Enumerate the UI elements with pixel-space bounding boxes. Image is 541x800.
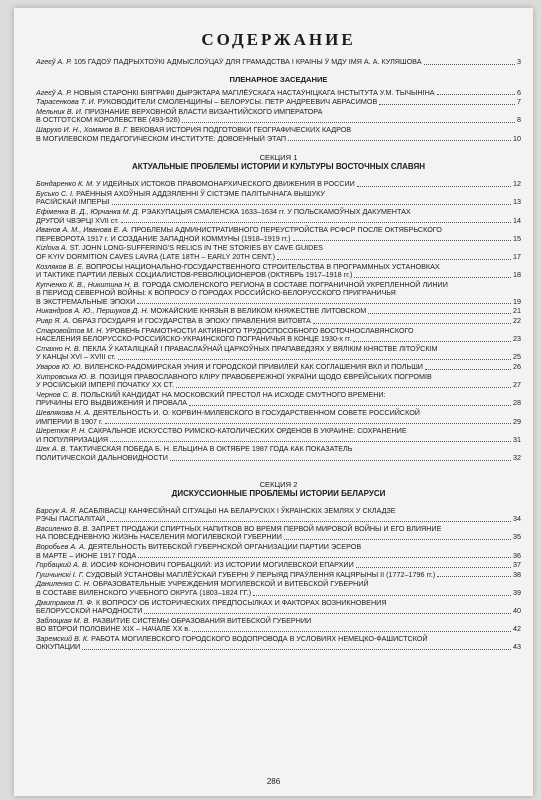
- toc-entry: [36, 317, 521, 326]
- dot-leader: [437, 576, 511, 577]
- entry-author: Даниленко С. Н.: [36, 579, 91, 589]
- entry-author: Чернов С. В.: [36, 389, 79, 399]
- toc-plenary: [36, 89, 521, 144]
- toc-entry: [36, 263, 521, 280]
- toc-entry: [36, 190, 521, 207]
- entry-title-line: МОЖАЙСКИЕ КНЯЗЬЯ В ВЕЛИКОМ КНЯЖЕСТВЕ ЛИТОВСКОМ: [150, 307, 367, 316]
- toc-section2: [36, 507, 521, 653]
- entry-title-line: ПОЛЬСКИЙ КАНДИДАТ НА МОСКОВСКИЙ ПРЕСТОЛ НА ИСХОДЕ СМУТНОГО ВРЕМЕНИ:: [80, 389, 386, 399]
- entry-title-line: ВОПРОСЫ НАЦИОНАЛЬНО-ГОСУДАРСТВЕННОГО СТРОИТЕЛЬСТВА В ПРОГРАММНЫХ УСТАНОВКАХ: [85, 261, 440, 271]
- dot-leader: [118, 359, 511, 360]
- entry-page: 26: [513, 362, 521, 372]
- dot-leader: [284, 539, 511, 540]
- entry-title-line: РАБОТА МОГИЛЕВСКОГО ГОРОДСКОГО ВОДОПРОВОДА В УСЛОВИЯХ НЕМЕЦКО-ФАШИСТСКОЙ: [91, 633, 428, 643]
- toc-entry: [36, 180, 521, 189]
- entry-title-line: OF KYIV DORMITION CAVES LAVRA (LATE 18TH – EARLY 20TH CENT.): [36, 252, 275, 261]
- entry-author: Тарасенкова Т. И.: [36, 98, 96, 107]
- dot-leader: [182, 122, 515, 123]
- dot-leader: [354, 277, 511, 278]
- dot-leader: [357, 186, 511, 187]
- entry-title-line: ПРИЧИНЫ ЕГО ВЫДВИЖЕНИЯ И ПРОВАЛА: [36, 399, 188, 408]
- toc-entry: [36, 98, 521, 107]
- entry-author: Хитровська Ю. В.: [36, 371, 98, 381]
- toc-section1: [36, 180, 521, 462]
- section2-title: ДИСКУССИОННЫЕ ПРОБЛЕМЫ ИСТОРИИ БЕЛАРУСИ: [171, 488, 386, 498]
- entry-page: 12: [513, 179, 521, 189]
- entry-page: 39: [513, 587, 521, 597]
- dot-leader: [424, 64, 515, 65]
- toc-entry: [36, 226, 521, 243]
- dot-leader: [110, 441, 511, 442]
- entry-page: 32: [513, 452, 521, 462]
- dot-leader: [192, 631, 511, 632]
- toc-entry: [36, 599, 521, 616]
- entry-title-line: ДЕЯТЕЛЬНОСТЬ ВИТЕБСКОЙ ГУБЕРНСКОЙ ОРГАНИЗАЦИИ ПАРТИИ ЭСЕРОВ: [87, 541, 362, 551]
- entry-page: 18: [513, 270, 521, 280]
- entry-title-line: И ТАКТИКЕ ПАРТИИ ЛЕВЫХ СОЦИАЛИСТОВ-РЕВОЛЮЦИОНЕРОВ (ОКТЯБРЬ 1917–1918 гг.): [36, 271, 353, 280]
- toc-entry: [36, 363, 521, 372]
- toc-entry: [36, 543, 521, 560]
- entry-title-line: ГОРОДА СМОЛЕНСКОГО РЕГИОНА В СОСТАВЕ ПОГРАНИЧНОЙ УКРЕПЛЕННОЙ ЛИНИИ: [142, 279, 448, 289]
- section2-label: СЕКЦИЯ 2: [259, 479, 298, 489]
- dot-leader: [425, 369, 511, 370]
- toc-entry: [36, 525, 521, 542]
- toc-entry: [36, 208, 521, 225]
- dot-leader: [368, 313, 511, 314]
- entry-page: 27: [513, 380, 521, 390]
- toc-intro: [36, 58, 521, 67]
- dot-leader: [277, 259, 511, 260]
- entry-title-line: ОБРАЗ ГОСУДАРЯ И ГОСУДАРСТВА В ЭПОХУ ПРАВЛЕНИЯ ВИТОВТА: [72, 317, 311, 326]
- entry-title-line: В ПЕРИОД СЕВЕРНОЙ ВОЙНЫ: К ВОПРОСУ О ГОРОДАХ РОССИЙСКО-БЕЛОРУССКОГО ПРИГРАНИЧЬЯ: [36, 288, 396, 298]
- entry-title-line: ВО ВТОРОЙ ПОЛОВИНЕ XIX – НАЧАЛЕ XX в.: [36, 625, 191, 634]
- entry-title-line: 105 ГАДОЎ ПАДРЫХТОЎКІ АДМЫСЛОЎЦАЎ ДЛЯ ГРАМАДСТВА І КРАІНЫ Ў МДУ ІМЯ А. А. КУЛЯШОВА: [73, 58, 422, 66]
- entry-page: 14: [513, 215, 521, 225]
- entry-title-line: ST. JOHN LONG-SUFFERING'S RELICS IN THE STORIES BY CAVE GUIDES: [69, 243, 323, 253]
- entry-author: Шеретюк Р. Н.: [36, 426, 87, 436]
- toc-entry: [36, 635, 521, 652]
- entry-title-line: ПЕРЕВОРОТА 1917 г. И СОЗДАНИЕ ЗАПАДНОЙ КОММУНЫ (1918–1919 гг.): [36, 234, 291, 243]
- entry-page: 42: [513, 624, 521, 634]
- entry-title-line: СУДОВЫЙ ЎСТАНОВЫ МАГІЛЁЎСКАЙ ГУБЕРНІ Ў ПЕРЫЯД ПРАЎЛЕННЯ КАЦЯРЫНЫ ІІ (1772–1796 гг.): [85, 570, 436, 579]
- entry-page: 13: [513, 197, 521, 207]
- entry-page: 21: [513, 306, 521, 316]
- entry-author: Ефіменка В. Д., Юрчанка М. Д.: [36, 206, 140, 216]
- entry-title-line: ОБРАЗОВАТЕЛЬНЫЕ УЧРЕЖДЕНИЯ МОГИЛЕВСКОЙ И ВИТЕБСКОЙ ГУБЕРНИЙ: [92, 579, 369, 589]
- entry-title-line: ТАКТИЧЕСКАЯ ПОБЕДА Б. Н. ЕЛЬЦИНА В ОКТЯБРЕ 1987 ГОДА КАК ПОКАЗАТЕЛЬ: [69, 444, 353, 454]
- toc-entry: [36, 244, 521, 261]
- entry-author: Бондаренко К. М.: [36, 180, 95, 189]
- entry-title-line: ЗАПРЕТ ПРОДАЖИ СПИРТНЫХ НАПИТКОВ ВО ВРЕМЯ ПЕРВОЙ МИРОВОЙ ВОЙНЫ И ЕГО ВЛИЯНИЕ: [91, 523, 442, 533]
- dot-leader: [137, 303, 511, 304]
- entry-title-line: ВИЛЕНСКО-РАДОМИРСКАЯ УНИЯ И ГОРОДСКОЙ ПРИВИЛЕЙ КАК СОГЛАШЕНИЯ ВКЛ И ПОЛЬШИ: [84, 363, 423, 372]
- entry-title-line: В МОГИЛЕВСКОМ ПЕДАГОГИЧЕСКОМ ИНСТИТУТЕ: ДОВОЕННЫЙ ЭТАП: [36, 134, 287, 143]
- entry-title-line: РАЁННЫЯ АХОЎНЫЯ АДДЗЯЛЕННІ Ў СІСТЭМЕ ПАЛІТЫЧНАГА ВЫШУКУ: [76, 188, 325, 198]
- toc-content: [36, 8, 521, 652]
- entry-title-line: НА ПОВСЕДНЕВНУЮ ЖИЗНЬ НАСЕЛЕНИЯ МОГИЛЕВСКОЙ ГУБЕРНИИ: [36, 533, 282, 542]
- entry-title-line: НОВЫЯ СТАРОНКІ БІЯГРАФІІ ДЫРЭКТАРА МАГІЛЁЎСКАГА НАСТАЎНІЦКАГА ІНСТЫТУТА У.М. ТЫЧЫНІНА: [73, 88, 435, 97]
- dot-leader: [313, 323, 511, 324]
- dot-leader: [356, 567, 511, 568]
- entry-page: 17: [513, 251, 521, 261]
- book-page: [14, 8, 533, 796]
- entry-author: Старовойтов М. Н.: [36, 325, 104, 335]
- entry-title-line: УРОВЕНЬ ГРАМОТНОСТИ АКТИВНОГО ТРУДОСПОСОБНОГО ВОСТОЧНОСЛАВЯНСКОГО: [105, 325, 414, 335]
- dot-leader: [112, 204, 511, 205]
- dot-leader: [189, 405, 511, 406]
- entry-page: 29: [513, 416, 521, 426]
- toc-entry: [36, 427, 521, 444]
- entry-author: Стахно Н. В.: [36, 343, 81, 353]
- dot-leader: [353, 341, 511, 342]
- toc-entry: [36, 126, 521, 143]
- page-title: СОДЕРЖАНИЕ: [201, 30, 356, 49]
- entry-author: Горбацкий А. В.: [36, 561, 89, 570]
- entry-page: 43: [513, 642, 521, 652]
- entry-author: Бусько С. І.: [36, 188, 75, 198]
- entry-page: 6: [517, 87, 521, 97]
- entry-title-line: В ЭКСТРЕМАЛЬНЫЕ ЭПОХИ: [36, 297, 136, 306]
- entry-author: Василенко В. В.: [36, 523, 90, 533]
- entry-author: Никандров А. Ю., Першуков Д. Н.: [36, 307, 149, 316]
- entry-title-line: ДЕЯТЕЛЬНОСТЬ И. О. КОРВИН-МИЛЕВСКОГО В ГОСУДАРСТВЕННОМ СОВЕТЕ РОССИЙСКОЙ: [92, 408, 420, 417]
- dot-leader: [170, 460, 511, 461]
- toc-entry: [36, 571, 521, 580]
- toc-entry: [36, 108, 521, 125]
- entry-author: Козляков В. Е.: [36, 261, 84, 271]
- entry-page: 34: [513, 514, 521, 524]
- toc-entry: [36, 327, 521, 344]
- entry-title-line: К ВОПРОСУ ОБ ИСТОРИЧЕСКИХ ПРЕДПОСЫЛКАХ И ФАКТОРАХ ВОЗНИКНОВЕНИЯ: [95, 597, 387, 607]
- entry-page: 25: [513, 352, 521, 362]
- toc-entry: [36, 617, 521, 634]
- dot-leader: [288, 140, 511, 141]
- entry-author: Kizlova A.: [36, 243, 68, 253]
- entry-title-line: РУКОВОДИТЕЛИ СМОЛЕНЩИНЫ – БЕЛОРУСЫ. ПЕТР АНДРЕЕВИЧ АБРАСИМОВ: [97, 98, 378, 107]
- entry-author: Агеєў А. Р.: [36, 58, 72, 66]
- entry-title-line: ОККУПАЦИИ: [36, 643, 81, 652]
- section1-label: СЕКЦИЯ 1: [259, 153, 298, 163]
- entry-title-line: РАЗВИТИЕ СИСТЕМЫ ОБРАЗОВАНИЯ ВИТЕБСКОЙ ГУБЕРНИИ: [92, 615, 312, 625]
- entry-title-line: ДРУГОЙ ЧВЭРЦІ XVII ст.: [36, 216, 119, 225]
- entry-title-line: НАСЕЛЕНИЯ БЕЛОРУССКО-РОССИЙСКО-УКРАИНСКОГО ПОГРАНИЧЬЯ В КОНЦЕ 1930-х гг.: [36, 335, 352, 344]
- entry-title-line: У ИДЕЙНЫХ ИСТОКОВ ПРАВОМОНАРХИЧЕСКОГО ДВИЖЕНИЯ В РОССИИ: [96, 180, 355, 189]
- entry-title-line: И ПОПУЛЯРИЗАЦИЯ: [36, 435, 109, 444]
- dot-leader: [105, 423, 511, 424]
- entry-title-line: РЭЧЫ ПАСПАЛІТАЙ: [36, 515, 106, 524]
- dot-leader: [437, 94, 515, 95]
- entry-author: Заблоцкая М. В.: [36, 615, 91, 625]
- entry-title-line: ПОЗИЦІЯ ПРАВОСЛАВНОГО КЛІРУ ПРАВОБЕРЕЖНОЇ УКРАЇНИ ЩОДО ЄВРЕЙСЬКИХ ПОГРОМІВ: [99, 371, 432, 381]
- toc-entry: [36, 445, 521, 462]
- entry-page: 22: [513, 316, 521, 326]
- entry-author: Шех А. В.: [36, 444, 68, 454]
- entry-author: Барсук А. Я.: [36, 505, 77, 515]
- dot-leader: [82, 649, 511, 650]
- entry-page: 8: [517, 115, 521, 125]
- entry-title-line: ПОЛИТИЧЕСКОЙ ДАЛЬНОВИДНОСТИ: [36, 453, 168, 462]
- entry-title-line: БЕЛОРУССКОЙ НАРОДНОСТИ: [36, 607, 143, 616]
- entry-page: 38: [513, 569, 521, 579]
- entry-author: Купченко К. В., Никитина Н. В.: [36, 279, 141, 289]
- entry-author: Уваров Ю. Ю.: [36, 363, 83, 372]
- toc-entry: [36, 409, 521, 426]
- entry-title-line: РЭАКУПАЦЫЯ СМАЛЕНСКА 1633–1634 гг. У ПОЛЬСКАМОЎНЫХ ДАКУМЕНТАХ: [141, 206, 411, 216]
- dot-leader: [253, 595, 511, 596]
- entry-author: Дмитраков П. Ф.: [36, 597, 94, 607]
- entry-title-line: ВЕКОВАЯ ИСТОРИЯ ПОДГОТОВКИ ГЕОГРАФИЧЕСКИХ КАДРОВ: [130, 124, 352, 134]
- toc-entry: [36, 281, 521, 307]
- dot-leader: [144, 613, 511, 614]
- toc-entry: [36, 391, 521, 408]
- entry-title-line: В МАРТЕ – ИЮНЕ 1917 ГОДА: [36, 551, 137, 560]
- entry-title-line: ИОСИФ КОНОНОВИЧ ГОРБАЦКИЙ: ИЗ ИСТОРИИ МОГИЛЕВСКОЙ ЕПАРХИИ: [90, 561, 354, 570]
- entry-page: 31: [513, 434, 521, 444]
- entry-page: 37: [513, 560, 521, 570]
- entry-page: 10: [513, 133, 521, 143]
- entry-title-line: АСАБЛІВАСЦІ КАНФЕСІЙНАЙ СІТУАЦЫІ НА БЕЛАРУСКІХ І ЎКРАІНСКІХ ЗЕМЛЯХ У СКЛАДЗЕ: [78, 505, 396, 515]
- toc-entry: [36, 89, 521, 98]
- dot-leader: [293, 240, 512, 241]
- toc-entry: [36, 561, 521, 570]
- entry-title-line: ИМПЕРИИ В 1907 г.: [36, 417, 103, 426]
- plenary-heading: ПЛЕНАРНОЕ ЗАСЕДАНИЕ: [229, 74, 328, 84]
- entry-title-line: РАСІЙСКАЙ ІМПЕРЫІ: [36, 198, 110, 207]
- entry-title-line: У РОСІЙСЬКІЙ ІМПЕРІЇ ПОЧАТКУ XX СТ.: [36, 381, 175, 390]
- toc-entry: [36, 580, 521, 597]
- dot-leader: [379, 104, 515, 105]
- dot-leader: [107, 521, 511, 522]
- dot-leader: [176, 387, 511, 388]
- toc-entry: [36, 507, 521, 524]
- section1-title: АКТУАЛЬНЫЕ ПРОБЛЕМЫ ИСТОРИИ И КУЛЬТУРЫ ВОСТОЧНЫХ СЛАВЯН: [132, 162, 425, 172]
- entry-title-line: ПРИЗНАНИЕ ВЕРХОВНОЙ ВЛАСТИ ВИЗАНТИЙСКОГО ИМПЕРАТОРА: [84, 106, 323, 116]
- entry-page: 15: [513, 233, 521, 243]
- entry-title-line: ПРОБЛЕМЫ АДМИНИСТРАТИВНОГО ПЕРЕУСТРОЙСТВА РСФСР ПОСЛЕ ОКТЯБРЬСКОГО: [131, 225, 442, 235]
- dot-leader: [121, 222, 511, 223]
- entry-page: 35: [513, 532, 521, 542]
- entry-author: Гушчынскі І. Г.: [36, 570, 84, 579]
- toc-entry: [36, 58, 521, 67]
- entry-title-line: ПЕКЛА Ў КАТАЛІЦКАЙ І ПРАВАСЛАЎНАЙ ЦАРКОЎНЫХ ПРАПАВЕДЗЯХ У ВЯЛІКІМ КНЯСТВЕ ЛІТОЎСКІМ: [82, 343, 438, 353]
- entry-author: Шарухо И. Н., Хомяков В. Г.: [36, 124, 129, 134]
- toc-entry: [36, 307, 521, 316]
- entry-author: Заремский В. К.: [36, 633, 90, 643]
- entry-author: Ривр Я. А.: [36, 317, 71, 326]
- entry-page: 3: [517, 57, 521, 66]
- entry-author: Агеєў А. Р.: [36, 88, 72, 97]
- entry-author: Мельник В. И.: [36, 106, 83, 116]
- dot-leader: [138, 557, 511, 558]
- entry-page: 19: [513, 296, 521, 306]
- entry-title-line: В ОСТГОТСКОМ КОРОЛЕВСТВЕ (493-526): [36, 116, 181, 125]
- entry-page: 28: [513, 398, 521, 408]
- entry-page: 40: [513, 606, 521, 616]
- entry-author: Иванов А. М., Иванова Е. А.: [36, 225, 130, 235]
- entry-title-line: У КАНЦЫ XVI – XVIII ст.: [36, 353, 116, 362]
- entry-title-line: САКРАЛЬНОЕ ИСКУССТВО РИМСКО-КАТОЛИЧЕСКИХ ОРДЕНОВ В УКРАИНЕ: СОХРАНЕНИЕ: [88, 426, 407, 436]
- toc-entry: [36, 373, 521, 390]
- entry-page: 23: [513, 334, 521, 344]
- toc-entry: [36, 345, 521, 362]
- entry-page: 36: [513, 550, 521, 560]
- entry-author: Шевлякова Н. А.: [36, 408, 91, 417]
- page-number: 286: [266, 777, 281, 786]
- entry-page: 7: [517, 97, 521, 107]
- entry-author: Воробьев А. А.: [36, 541, 86, 551]
- entry-title-line: В СОСТАВЕ ВИЛЕНСКОГО УЧЕБНОГО ОКРУГА (1803–1824 ГГ.): [36, 588, 252, 597]
